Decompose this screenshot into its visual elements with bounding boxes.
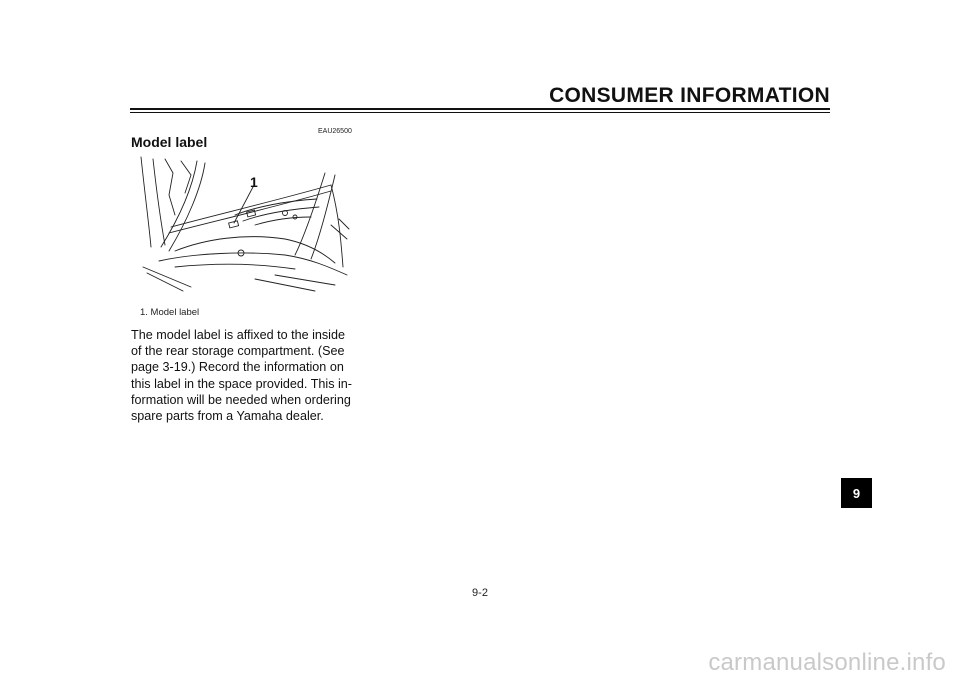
model-label-illustration [135, 155, 350, 295]
header-rule [130, 108, 830, 110]
body-line: The model label is affixed to the inside [131, 328, 345, 342]
section-code: EAU26500 [318, 128, 352, 135]
chapter-tab: 9 [841, 478, 872, 508]
callout-number: 1 [250, 174, 258, 190]
body-paragraph [131, 327, 353, 424]
section-title: Model label [131, 134, 208, 150]
body-line: formation will be needed when ordering [131, 392, 351, 407]
header-rule-thin [130, 112, 830, 113]
page-header-title: CONSUMER INFORMATION [549, 84, 830, 107]
page-number: 9-2 [472, 587, 488, 599]
watermark: carmanualsonline.info [708, 649, 946, 676]
body-line: of the rear storage compartment. (See [131, 344, 345, 359]
figure-caption: 1. Model label [140, 307, 200, 318]
body-line: spare parts from a Yamaha dealer. [131, 409, 324, 424]
body-line: this label in the space provided. This in- [131, 376, 352, 391]
body-line: page 3-19.) Record the information on [131, 360, 344, 375]
